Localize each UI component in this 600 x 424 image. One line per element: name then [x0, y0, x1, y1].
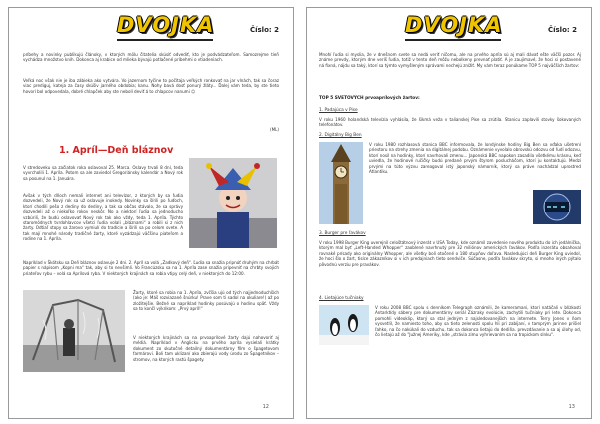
- digital-clock-image: [533, 190, 581, 224]
- page-number: 12: [262, 404, 269, 410]
- issue-number: Číslo: 2: [249, 26, 279, 34]
- section-1-title: 1. Padajúca v Pise: [319, 108, 358, 113]
- jester-photo: [189, 158, 277, 248]
- logo-underline: [117, 39, 213, 41]
- section-1-text: V roku 1960 holandská televízia vyhlásila, že šikmá veža v talianskej Pise sa zrútila. Stanicu zaplavili stovky šokovaných telefonátov.: [319, 117, 581, 128]
- intro-paragraph: Mnohí ľudia si myslia, že v dnešnom svete sa nedá veriť ničomu, ale na prvého apríla sú aj mali dávať ešte väčší pozor. Aj známe prevdy, ktorým dne veríš ľudia, totiž v tento deň môžu nebolkeny prevnať platiť. A je zaujímavé, že hoci si postavené ná fixná, nájdu sa taký, ktorí sa týmto vymyšleným správami nechejú znížiť. My vám teraz ponúkame TOP 5 najväčších žartov:: [319, 52, 581, 68]
- dvojka-logo: DVOJKA: [405, 13, 503, 37]
- section-4-text: V roku 2008 BBC spolu s denníkom Telegraph oznámili, že kameramani, ktorí natáčali v blízkosti Antarktídy sábery pre dokumentárny seriál Zázraky evolúcie, zachytili tučniaky pri lete. Dokonca pomohli videoklip, ktorý sa stal jedným z najsledovanejších na internete. Terry Jones v ňom vysvetlil, že namiesto toho, aby sa tieto zelenosti spolu hli pri zabíjaní, v tamprým jarinne prišiel ľahko, na čo nakúkali do vzduchu, tak sa dokonca lietajú do dediňa. prevzdávanie a sa aj úlohy od, čo lietajú až do "Južnej Ameriky, kde „strávia zimu vyhrievaním sa na tropickom slnku“.: [375, 305, 581, 338]
- big-ben-photo: [319, 142, 363, 224]
- section-4-title: 4. Lietajúce tučniaky: [319, 296, 364, 301]
- page-header: [307, 10, 591, 44]
- intro-paragraph: príbehy a novinky publikujú článoky, v ktorých mölu čitatelia skúsiť odvediť, kto je podvádzateľom. Samozrejme tieň vychádza množstvo knih. Dokonca aj krabice od mlieka bývajú potlačené príbehmi o vtiadeniach.: [23, 52, 279, 63]
- intro-paragraph-2: Veľká noc však nie je iba zábieka ako vytvára. Vo jazernom tyčine to počítaja veľkých ronkovať na jar vlnách, tak sa čoraz viac prediguj, kateja za časy skúšiv jarného obdobia; kanu. Nohy bavá dosť ponurý žláty... Ďalej vám teda, by ste tieto hovorí bol odpovedala, dobré chlapček aby ste nebolí deviť á to chlapcov nanumi ☺: [23, 78, 279, 94]
- article-col4: V niektorých krajinách sa na prvoaprílové žarty dajú nahovoriť aj médiá. Napríklad v Anglicku na prvého apríla vysielali krátky dokument zo skutočné detailný dokumentárny film o špagetovom farmárovi. Boli tam uklizaní ako zbierajú vody úrodu zo Špagetníkov – stromov, na ktorých rastú špagety.: [133, 335, 279, 362]
- penguin-photo: [319, 305, 369, 345]
- page-number: 13: [568, 404, 575, 410]
- article-col1b: Avšak v tých dňoch nemali internet ani televízor, z ktorých by sa ľudia dozvedeli, že Nový rok sa už oslavuje inokedy. Novinky sa šírili po ľuďoch, ktorí chodili pešo z dediny do dediny, a tak sa občas stávalo, že sa správy dozvedeli až o niekoľko rokov neskôr. No a niektorí ľudia sa jednoducho vzbúrili, že budú oslavovať Nový rok tak ako vždy, teda 1. Apríla. Týchto staromódnych tvrdohlavcov všetci ľudia volali „bláznami“ a robili si z nich žarty. Odtiaľ stopy sa žarovo vymiulí do tradície a šírili sa po celom svete. A tak mají mnohé národy tradičné žarty, ktoré vyzádzajú väčšinu piateľom a rodine na 1. Apríla.: [23, 193, 183, 242]
- article-col2: Napríklad v Škótsku sa Deň bláznov oslavuje 2 dni. 2. Apríl sa volá „Zadkový deň“. Ľudia sa snažia pripnúť druhým na chrbát papier s nápisom „Kopni ma“ tak, aby si to nevšimli. Vo Francúzsku sa na 1. Apríla zase snažia pripevniť na chrbty svojich priateľov rybu – volá sa Aprílová ryba. V niektorých krajinách sa robia vtipy celý deň, v niektorých do 12:00.: [23, 260, 279, 276]
- magazine-page-left: [8, 7, 294, 419]
- issue-number: Číslo: 2: [547, 26, 577, 34]
- section-3-title: 3. Burger pre ľavákov: [319, 231, 366, 236]
- section-3-text: V roku 1998 Burger King uverejnil celoštátnový inzerát v USA Today, kde oznámil zavedenie nového produktu do ich jedálnička, ktorým mal byť „Left-Handed Whopper“ zaoblené navrhnutý pre 32 miliónov amerických ľavákov. Podľa inzerátu obsahoval rovnaké prísady ako originálny Whopper, ale všetky boli otočené o 180 stupňov doľava. Nasledujúci deň Burger King uviedol, že hoci šlo o žart, tisíce zákazníkov si v ich predajniach tieto sendviče. Súčasne, podľa ľavákov skryto, si mnoho iných pýtalo pôvodnú verziu pre pravákov.: [319, 240, 581, 267]
- top5-heading: TOP 5 SVETOVÝCH prvoaprílových žartov:: [319, 96, 420, 101]
- article-col3: Žarty, ktoré sa robia na 1. Apríla, zvčšia ujú od tých najjednoduchších (ako je: Máš rozviazané šnúrku! Prave som ti sadol na okuliare!) až po zložitejšie. Bežné sa napríklad hodinky posúvajú o hodinu späť. Vždy sa to končí výkrikom: „Prvý apríl!“: [133, 290, 279, 312]
- author-signature: (ML): [269, 127, 279, 132]
- article-col1: V stredoveku sa začiatok roka oslavoval 25. Marca. Oslavy trvali 8 dní, teda vyvrcholili 1. Apríla. Potom sa ale zaviedol Gregoriánsky kalendár a Nový rok sa posunul na 1. Januára.: [23, 165, 183, 181]
- section-2-title: 2. Digitálny Big Ben: [319, 133, 362, 138]
- logo-underline: [405, 39, 501, 41]
- magazine-page-right: [306, 7, 592, 419]
- spaghetti-tree-photo: [23, 290, 125, 372]
- page-header: [9, 10, 293, 44]
- dvojka-logo: DVOJKA: [117, 13, 215, 37]
- article-title: 1. Apríl—Deň bláznov: [59, 145, 174, 156]
- section-2-text: V roku 1980 rozhlasová stanica BBC informovala, že londýnske hodiny Big Ben sa vďaka ušetrení priestoru na strehy zmenia na digitálnej podobu. Oznámenie vyvolalo obrovskú odozvu od ľudí odozvu, ktorí nosil na hodinky, ktorí navrhovali zmenu... Japonská BBC napokon zasadila všetkému krásnu, keď uviedla, že hodinové ručičky budú predané prvým štyrom poslucháčom, ktorí ju kontaktujú. Medzi prvými na túto výzvu zareagoval istý japonský námorník, ktorý sa práve nachádzal uprostred Atlantiku.: [369, 142, 581, 175]
